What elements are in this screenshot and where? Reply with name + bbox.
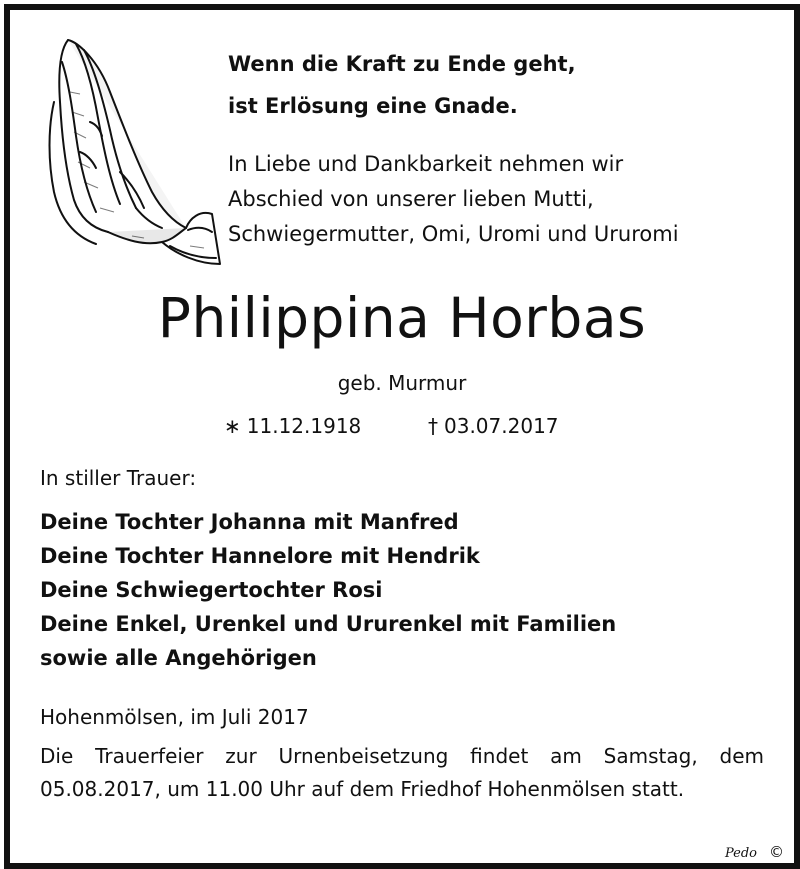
death-date <box>428 414 559 438</box>
death-cross-icon: † <box>428 414 438 438</box>
birth-date <box>224 414 361 438</box>
death-date-value: 03.07.2017 <box>444 414 559 438</box>
intro-line-1: In Liebe und Dankbarkeit nehmen wir <box>228 152 624 176</box>
intro-line-3: Schwiegermutter, Omi, Uromi und Ururomi <box>228 222 679 246</box>
deceased-name: Philippina Horbas <box>157 286 647 350</box>
funeral-service-text: Die Trauerfeier zur Urnenbeisetzung findet am Samstag, dem 05.08.2017, um 11.00 Uhr auf dem Friedhof Hohenmölsen statt. <box>40 744 764 801</box>
birth-date-value: 11.12.1918 <box>246 414 362 438</box>
maiden-name: geb. Murmur <box>337 371 467 395</box>
epigraph-line-2: ist Erlösung eine Gnade. <box>228 94 518 118</box>
designer-signature: Pedo <box>724 846 757 861</box>
intro-line-2: Abschied von unserer lieben Mutti, <box>228 187 594 211</box>
obituary-notice <box>4 4 800 869</box>
mourner-line: Deine Tochter Johanna mit Manfred <box>40 510 459 534</box>
mourner-line: Deine Enkel, Urenkel und Ururenkel mit Familien <box>40 612 617 636</box>
birth-star-icon: ∗ <box>224 414 241 438</box>
praying-hands-icon <box>40 32 225 282</box>
mourners-label: In stiller Trauer: <box>40 466 197 490</box>
copyright-icon: © <box>769 843 784 861</box>
mourner-line: sowie alle Angehörigen <box>40 646 317 670</box>
epigraph-line-1: Wenn die Kraft zu Ende geht, <box>228 52 576 76</box>
place-and-date: Hohenmölsen, im Juli 2017 <box>40 705 309 729</box>
mourner-line: Deine Tochter Hannelore mit Hendrik <box>40 544 480 568</box>
credit <box>725 843 784 861</box>
mourner-line: Deine Schwiegertochter Rosi <box>40 578 383 602</box>
